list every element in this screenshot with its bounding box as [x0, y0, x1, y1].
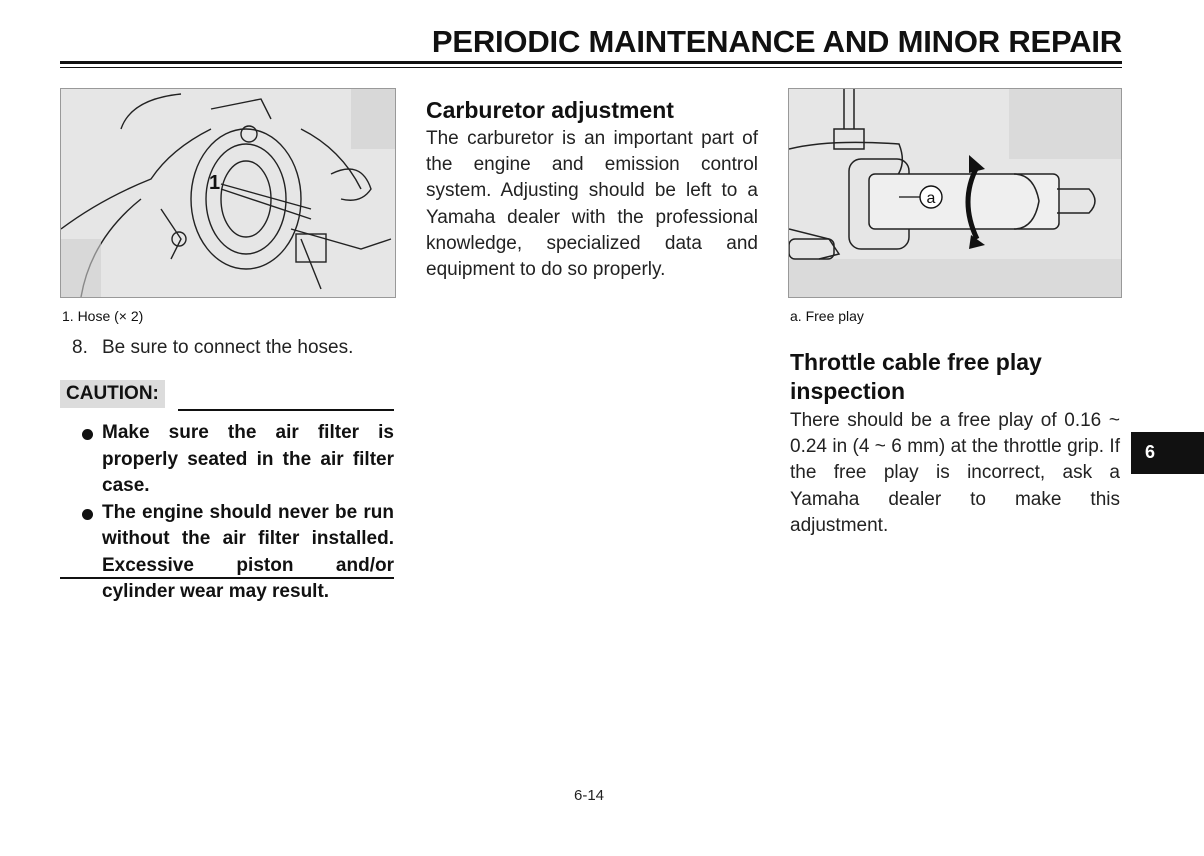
chapter-tab-label: 6 — [1145, 442, 1156, 462]
left-figure-caption: 1. Hose (× 2) — [62, 308, 144, 324]
bullet-icon — [82, 509, 93, 520]
header-rule-thick — [60, 61, 1122, 64]
caution-item — [60, 500, 394, 606]
page-number: 6-14 — [574, 787, 605, 804]
caution-box — [60, 380, 394, 602]
step-8 — [72, 337, 353, 359]
right-figure-caption: a. Free play — [790, 308, 864, 324]
throttle-grip-illustration — [789, 89, 1121, 297]
caution-rule — [178, 409, 394, 411]
figure-label-1: 1 — [209, 172, 221, 194]
carburetor-hose-figure — [60, 88, 396, 298]
caution-item — [60, 420, 394, 500]
caution-label: CAUTION: — [60, 380, 165, 408]
carburetor-hose-illustration — [61, 89, 395, 297]
caution-item-text: Make sure the air filter is properly seated in the air filter case. — [102, 422, 394, 496]
page-header-title: PERIODIC MAINTENANCE AND MINOR REPAIR — [431, 24, 1122, 59]
caution-item-text: The engine should never be run without the air filter installed. Excessive piston and/or cylinder wear may result. — [102, 501, 394, 602]
carburetor-adjustment-title: Carburetor adjustment — [426, 97, 674, 123]
bullet-icon — [82, 429, 93, 440]
figure-label-a: a — [926, 190, 936, 207]
carburetor-adjustment-body: The carburetor is an important part of the engine and emission control system. Adjusting should be left to a Yamaha dealer with the professional knowledge, specialized data and equipment to do so properly. — [426, 128, 758, 281]
throttle-grip-figure — [788, 88, 1122, 298]
throttle-cable-body: There should be a free play of 0.16 ~ 0.24 in (4 ~ 6 mm) at the throttle grip. If the free play is incorrect, ask a Yamaha dealer to make this adjustment. — [790, 410, 1120, 536]
chapter-tab — [1131, 432, 1204, 474]
caution-bottom-rule — [60, 577, 394, 579]
step-number: 8. — [72, 337, 88, 358]
header-rule-thin — [60, 67, 1122, 68]
step-text: Be sure to connect the hoses. — [102, 337, 354, 358]
throttle-cable-title: Throttle cable free play inspection — [790, 349, 1042, 404]
